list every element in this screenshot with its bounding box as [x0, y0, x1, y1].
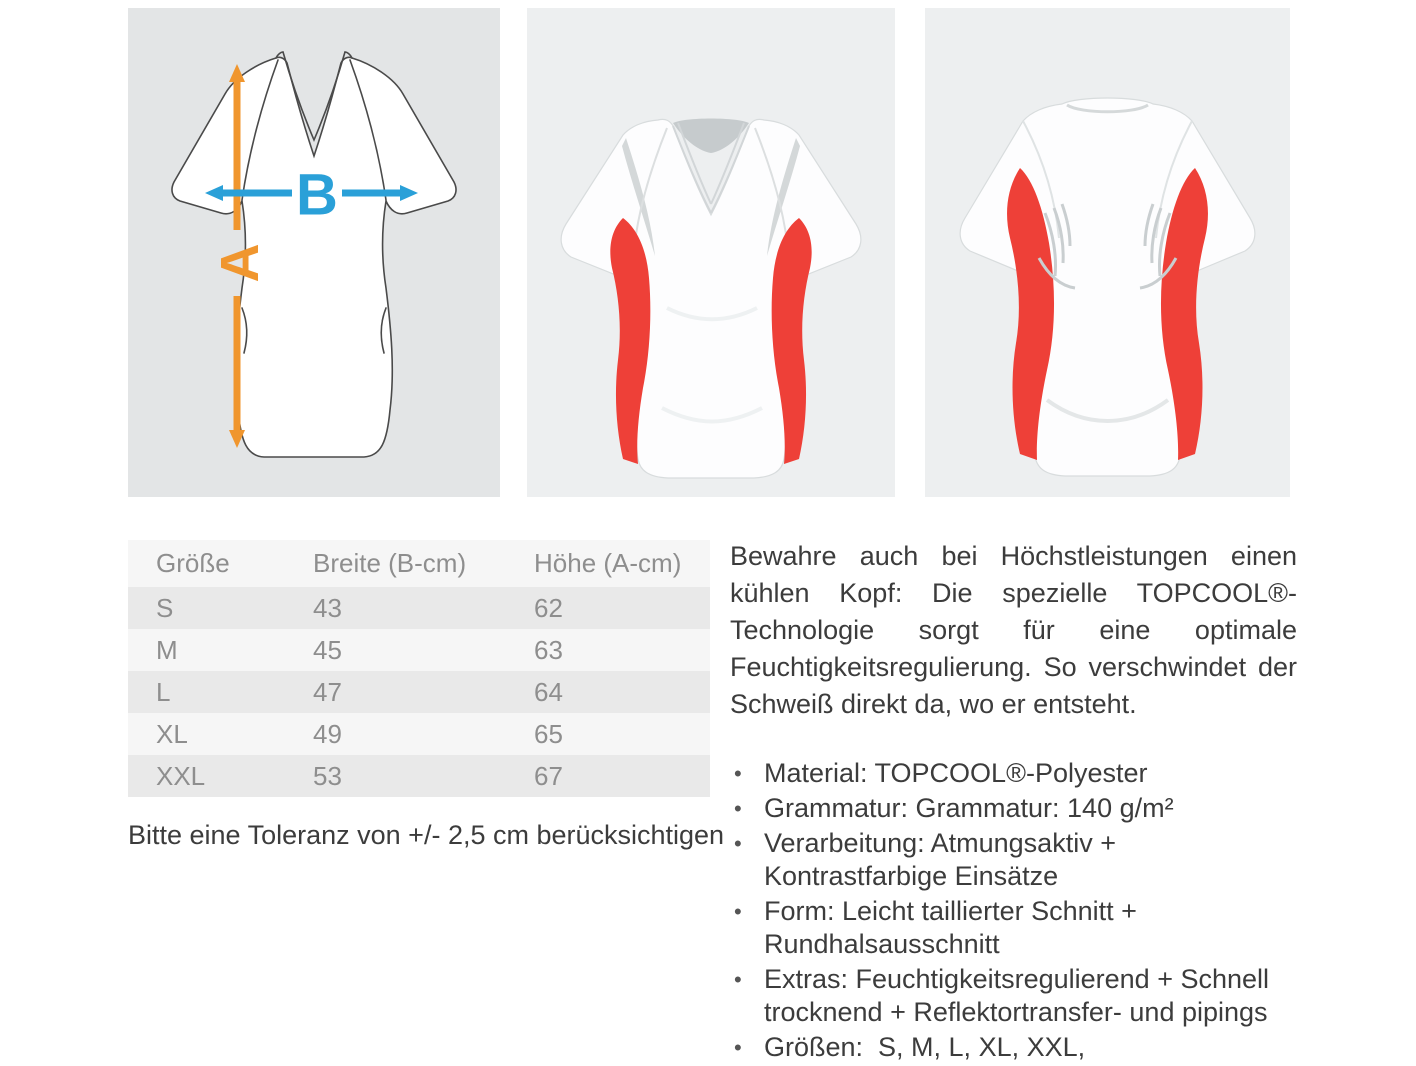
size-cell: S	[156, 592, 174, 623]
table-row	[128, 713, 710, 755]
width-cell: 47	[313, 676, 342, 707]
table-row	[128, 671, 710, 713]
list-item-text: Extras: Feuchtigkeitsregulierend + Schnell trocknend + Reflektortransfer- und pipings	[764, 964, 1277, 1027]
product-photo-back	[925, 8, 1290, 497]
size-cell: XXL	[156, 760, 206, 791]
shirt-measurement-diagram	[128, 8, 500, 497]
description-intro: Bewahre auch bei Höchstleistungen einen kühlen Kopf: Die spezielle TOPCOOL®-Technologie sorgt für eine optimale Feuchtigkeitsregulierung. So verschwindet der Schweiß direkt da, wo er entsteht.	[730, 541, 1297, 719]
label-A: A	[210, 243, 270, 283]
bullet-icon: •	[734, 831, 742, 856]
list-item-text: Größen: S, M, L, XL, XXL,	[764, 1032, 1086, 1062]
list-item-text: Verarbeitung: Atmungsaktiv + Kontrastfarbige Einsätze	[764, 828, 1124, 891]
size-cell: XL	[156, 718, 188, 749]
list-item-text: Form: Leicht taillierter Schnitt + Rundhalsausschnitt	[764, 896, 1145, 959]
shirt-back-photo	[925, 8, 1290, 497]
bullet-icon: •	[734, 796, 742, 821]
table-row	[128, 755, 710, 797]
width-cell: 43	[313, 592, 342, 623]
list-item	[730, 792, 1297, 825]
tolerance-note: Bitte eine Toleranz von +/- 2,5 cm berücksichtigen	[128, 820, 725, 850]
list-item	[730, 757, 1297, 790]
bullet-icon: •	[734, 899, 742, 924]
height-cell: 67	[534, 760, 563, 791]
height-cell: 64	[534, 676, 563, 707]
width-cell: 45	[313, 634, 342, 665]
bullet-icon: •	[734, 761, 742, 786]
width-cell: 49	[313, 718, 342, 749]
size-table-header-row	[128, 540, 710, 587]
label-B: B	[296, 162, 338, 228]
col-header-size: Größe	[156, 548, 230, 578]
list-item-text: Material: TOPCOOL®-Polyester	[764, 758, 1148, 788]
product-photo-front	[527, 8, 895, 497]
shirt-front-photo	[527, 8, 895, 497]
bullet-list	[730, 757, 1297, 1064]
list-item	[730, 1031, 1297, 1064]
table-row	[128, 629, 710, 671]
height-cell: 62	[534, 592, 563, 623]
list-item	[730, 827, 1297, 893]
size-cell: M	[156, 634, 178, 665]
list-item-text: Grammatur: Grammatur: 140 g/m²	[764, 793, 1174, 823]
size-table-body	[128, 587, 710, 797]
col-header-height: Höhe (A-cm)	[534, 548, 682, 578]
bullet-icon: •	[734, 1035, 742, 1060]
height-cell: 65	[534, 718, 563, 749]
size-table	[128, 540, 710, 797]
width-cell: 53	[313, 760, 342, 791]
table-row	[128, 587, 710, 629]
size-cell: L	[156, 676, 171, 707]
list-item	[730, 895, 1297, 961]
measurement-diagram-image	[128, 8, 500, 497]
col-header-width: Breite (B-cm)	[313, 548, 467, 578]
list-item	[730, 963, 1297, 1029]
product-description	[730, 538, 1297, 1066]
bullet-icon: •	[734, 967, 742, 992]
height-cell: 63	[534, 634, 563, 665]
